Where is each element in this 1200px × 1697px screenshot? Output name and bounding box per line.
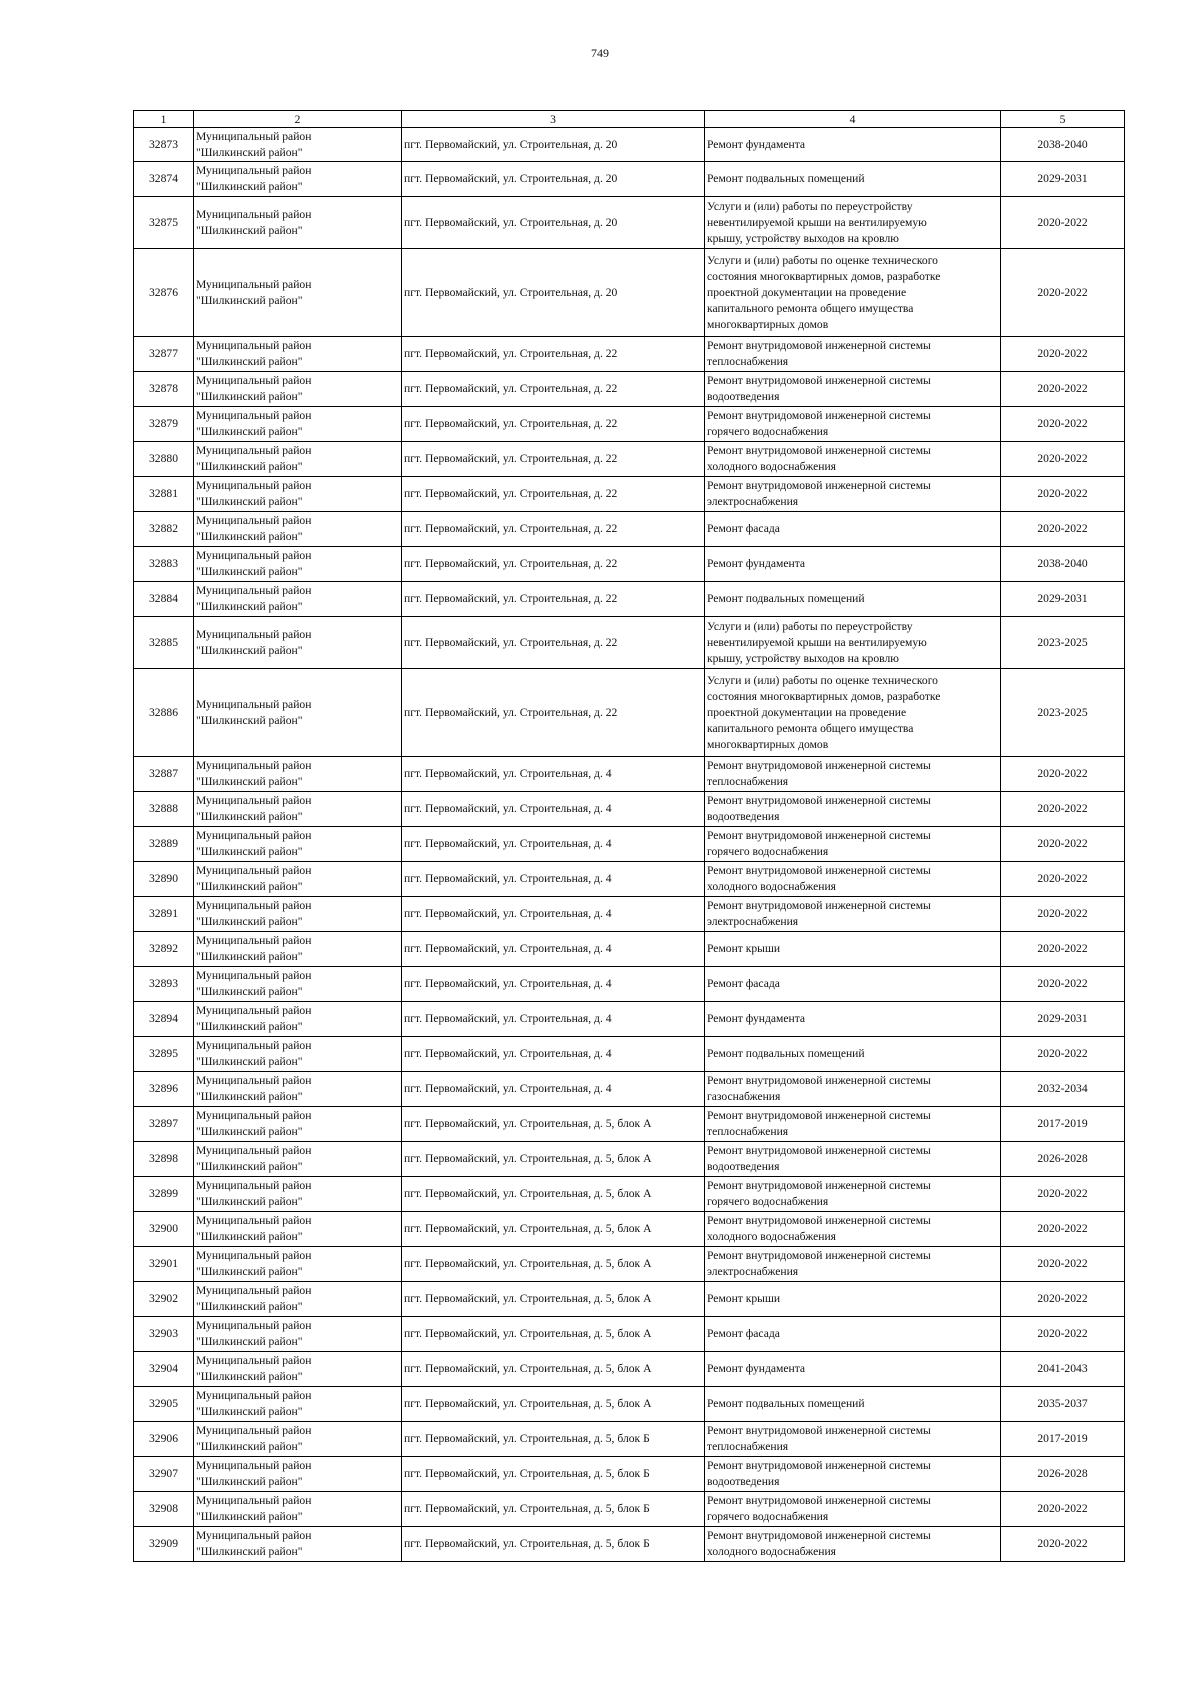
address-cell: пгт. Первомайский, ул. Строительная, д. 20	[402, 162, 705, 197]
row-number-cell: 32897	[134, 1107, 194, 1142]
table-row	[134, 1282, 1125, 1317]
work-type-cell: Ремонт фундамента	[705, 128, 1001, 162]
work-type-cell: Ремонт фасада	[705, 967, 1001, 1002]
municipality-cell: Муниципальный район "Шилкинский район"	[194, 1352, 402, 1387]
period-cell: 2020-2022	[1001, 1527, 1125, 1562]
row-number-cell: 32879	[134, 407, 194, 442]
period-cell: 2041-2043	[1001, 1352, 1125, 1387]
table-row	[134, 897, 1125, 932]
row-number-cell: 32900	[134, 1212, 194, 1247]
work-type-cell: Ремонт фундамента	[705, 1002, 1001, 1037]
row-number-cell: 32895	[134, 1037, 194, 1072]
municipality-cell: Муниципальный район "Шилкинский район"	[194, 1317, 402, 1352]
row-number-cell: 32887	[134, 757, 194, 792]
column-header: 3	[402, 111, 705, 128]
work-type-cell: Услуги и (или) работы по переустройству невентилируемой крыши на вентилируемую крышу, устройству выходов на кровлю	[705, 617, 1001, 669]
work-type-cell: Ремонт внутридомовой инженерной системы холодного водоснабжения	[705, 1212, 1001, 1247]
period-cell: 2023-2025	[1001, 617, 1125, 669]
address-cell: пгт. Первомайский, ул. Строительная, д. 20	[402, 197, 705, 249]
capital-repair-table	[133, 110, 1125, 1562]
column-header: 1	[134, 111, 194, 128]
work-type-cell: Ремонт крыши	[705, 1282, 1001, 1317]
work-type-cell: Ремонт внутридомовой инженерной системы теплоснабжения	[705, 1107, 1001, 1142]
work-type-cell: Ремонт подвальных помещений	[705, 582, 1001, 617]
municipality-cell: Муниципальный район "Шилкинский район"	[194, 1457, 402, 1492]
municipality-cell: Муниципальный район "Шилкинский район"	[194, 862, 402, 897]
address-cell: пгт. Первомайский, ул. Строительная, д. 5, блок А	[402, 1317, 705, 1352]
address-cell: пгт. Первомайский, ул. Строительная, д. 5, блок А	[402, 1142, 705, 1177]
work-type-cell: Ремонт внутридомовой инженерной системы теплоснабжения	[705, 1422, 1001, 1457]
period-cell: 2020-2022	[1001, 1177, 1125, 1212]
address-cell: пгт. Первомайский, ул. Строительная, д. 22	[402, 669, 705, 757]
table-row	[134, 372, 1125, 407]
municipality-cell: Муниципальный район "Шилкинский район"	[194, 582, 402, 617]
row-number-cell: 32875	[134, 197, 194, 249]
table-row	[134, 162, 1125, 197]
period-cell: 2038-2040	[1001, 547, 1125, 582]
municipality-cell: Муниципальный район "Шилкинский район"	[194, 162, 402, 197]
period-cell: 2020-2022	[1001, 792, 1125, 827]
municipality-cell: Муниципальный район "Шилкинский район"	[194, 967, 402, 1002]
work-type-cell: Ремонт крыши	[705, 932, 1001, 967]
table-row	[134, 512, 1125, 547]
municipality-cell: Муниципальный район "Шилкинский район"	[194, 827, 402, 862]
work-type-cell: Ремонт внутридомовой инженерной системы электроснабжения	[705, 1247, 1001, 1282]
municipality-cell: Муниципальный район "Шилкинский район"	[194, 1002, 402, 1037]
work-type-cell: Ремонт фасада	[705, 512, 1001, 547]
municipality-cell: Муниципальный район "Шилкинский район"	[194, 1177, 402, 1212]
table-row	[134, 827, 1125, 862]
period-cell: 2020-2022	[1001, 827, 1125, 862]
work-type-cell: Ремонт внутридомовой инженерной системы теплоснабжения	[705, 757, 1001, 792]
period-cell: 2020-2022	[1001, 932, 1125, 967]
address-cell: пгт. Первомайский, ул. Строительная, д. 22	[402, 337, 705, 372]
municipality-cell: Муниципальный район "Шилкинский район"	[194, 1212, 402, 1247]
municipality-cell: Муниципальный район "Шилкинский район"	[194, 617, 402, 669]
row-number-cell: 32906	[134, 1422, 194, 1457]
period-cell: 2038-2040	[1001, 128, 1125, 162]
work-type-cell: Ремонт внутридомовой инженерной системы водоотведения	[705, 1142, 1001, 1177]
municipality-cell: Муниципальный район "Шилкинский район"	[194, 1142, 402, 1177]
municipality-cell: Муниципальный район "Шилкинский район"	[194, 792, 402, 827]
table-row	[134, 1317, 1125, 1352]
row-number-cell: 32877	[134, 337, 194, 372]
period-cell: 2026-2028	[1001, 1142, 1125, 1177]
work-type-cell: Услуги и (или) работы по оценке технического состояния многоквартирных домов, разработке проектной документации на проведение капитального ремонта общего имущества многоквартирных домов	[705, 249, 1001, 337]
period-cell: 2020-2022	[1001, 197, 1125, 249]
table-row	[134, 1002, 1125, 1037]
table-row	[134, 337, 1125, 372]
work-type-cell: Ремонт внутридомовой инженерной системы холодного водоснабжения	[705, 862, 1001, 897]
table-row	[134, 1352, 1125, 1387]
row-number-cell: 32884	[134, 582, 194, 617]
municipality-cell: Муниципальный район "Шилкинский район"	[194, 442, 402, 477]
row-number-cell: 32883	[134, 547, 194, 582]
municipality-cell: Муниципальный район "Шилкинский район"	[194, 407, 402, 442]
work-type-cell: Ремонт внутридомовой инженерной системы водоотведения	[705, 372, 1001, 407]
period-cell: 2020-2022	[1001, 1037, 1125, 1072]
address-cell: пгт. Первомайский, ул. Строительная, д. 4	[402, 757, 705, 792]
work-type-cell: Ремонт внутридомовой инженерной системы водоотведения	[705, 1457, 1001, 1492]
address-cell: пгт. Первомайский, ул. Строительная, д. 5, блок А	[402, 1247, 705, 1282]
address-cell: пгт. Первомайский, ул. Строительная, д. 4	[402, 967, 705, 1002]
row-number-cell: 32904	[134, 1352, 194, 1387]
period-cell: 2020-2022	[1001, 512, 1125, 547]
row-number-cell: 32899	[134, 1177, 194, 1212]
table-row	[134, 1072, 1125, 1107]
period-cell: 2020-2022	[1001, 862, 1125, 897]
address-cell: пгт. Первомайский, ул. Строительная, д. 4	[402, 792, 705, 827]
address-cell: пгт. Первомайский, ул. Строительная, д. 5, блок А	[402, 1387, 705, 1422]
table-row	[134, 1037, 1125, 1072]
address-cell: пгт. Первомайский, ул. Строительная, д. 22	[402, 617, 705, 669]
address-cell: пгт. Первомайский, ул. Строительная, д. 22	[402, 477, 705, 512]
address-cell: пгт. Первомайский, ул. Строительная, д. 5, блок А	[402, 1107, 705, 1142]
address-cell: пгт. Первомайский, ул. Строительная, д. 22	[402, 547, 705, 582]
table-row	[134, 1142, 1125, 1177]
municipality-cell: Муниципальный район "Шилкинский район"	[194, 1282, 402, 1317]
work-type-cell: Ремонт фундамента	[705, 1352, 1001, 1387]
work-type-cell: Ремонт внутридомовой инженерной системы холодного водоснабжения	[705, 1527, 1001, 1562]
work-type-cell: Ремонт подвальных помещений	[705, 1037, 1001, 1072]
work-type-cell: Услуги и (или) работы по переустройству невентилируемой крыши на вентилируемую крышу, устройству выходов на кровлю	[705, 197, 1001, 249]
row-number-cell: 32881	[134, 477, 194, 512]
row-number-cell: 32894	[134, 1002, 194, 1037]
municipality-cell: Муниципальный район "Шилкинский район"	[194, 477, 402, 512]
header-row	[134, 111, 1125, 128]
table-row	[134, 932, 1125, 967]
address-cell: пгт. Первомайский, ул. Строительная, д. 22	[402, 442, 705, 477]
municipality-cell: Муниципальный район "Шилкинский район"	[194, 897, 402, 932]
table-row	[134, 547, 1125, 582]
address-cell: пгт. Первомайский, ул. Строительная, д. 20	[402, 128, 705, 162]
address-cell: пгт. Первомайский, ул. Строительная, д. 4	[402, 1072, 705, 1107]
address-cell: пгт. Первомайский, ул. Строительная, д. 22	[402, 512, 705, 547]
table-row	[134, 757, 1125, 792]
municipality-cell: Муниципальный район "Шилкинский район"	[194, 249, 402, 337]
municipality-cell: Муниципальный район "Шилкинский район"	[194, 337, 402, 372]
period-cell: 2020-2022	[1001, 897, 1125, 932]
table-row	[134, 669, 1125, 757]
period-cell: 2020-2022	[1001, 477, 1125, 512]
municipality-cell: Муниципальный район "Шилкинский район"	[194, 1422, 402, 1457]
municipality-cell: Муниципальный район "Шилкинский район"	[194, 128, 402, 162]
period-cell: 2020-2022	[1001, 337, 1125, 372]
municipality-cell: Муниципальный район "Шилкинский район"	[194, 1527, 402, 1562]
address-cell: пгт. Первомайский, ул. Строительная, д. 5, блок А	[402, 1282, 705, 1317]
row-number-cell: 32902	[134, 1282, 194, 1317]
row-number-cell: 32880	[134, 442, 194, 477]
row-number-cell: 32909	[134, 1527, 194, 1562]
row-number-cell: 32888	[134, 792, 194, 827]
work-type-cell: Ремонт внутридомовой инженерной системы холодного водоснабжения	[705, 442, 1001, 477]
table-row	[134, 1527, 1125, 1562]
row-number-cell: 32891	[134, 897, 194, 932]
address-cell: пгт. Первомайский, ул. Строительная, д. 5, блок Б	[402, 1422, 705, 1457]
municipality-cell: Муниципальный район "Шилкинский район"	[194, 1107, 402, 1142]
period-cell: 2035-2037	[1001, 1387, 1125, 1422]
table-row	[134, 967, 1125, 1002]
table-row	[134, 249, 1125, 337]
municipality-cell: Муниципальный район "Шилкинский район"	[194, 1492, 402, 1527]
work-type-cell: Ремонт внутридомовой инженерной системы горячего водоснабжения	[705, 407, 1001, 442]
address-cell: пгт. Первомайский, ул. Строительная, д. 20	[402, 249, 705, 337]
municipality-cell: Муниципальный район "Шилкинский район"	[194, 669, 402, 757]
column-header: 4	[705, 111, 1001, 128]
row-number-cell: 32905	[134, 1387, 194, 1422]
municipality-cell: Муниципальный район "Шилкинский район"	[194, 197, 402, 249]
period-cell: 2026-2028	[1001, 1457, 1125, 1492]
address-cell: пгт. Первомайский, ул. Строительная, д. 5, блок А	[402, 1177, 705, 1212]
row-number-cell: 32907	[134, 1457, 194, 1492]
row-number-cell: 32901	[134, 1247, 194, 1282]
table-row	[134, 617, 1125, 669]
table-row	[134, 477, 1125, 512]
municipality-cell: Муниципальный район "Шилкинский район"	[194, 757, 402, 792]
table-row	[134, 1422, 1125, 1457]
row-number-cell: 32898	[134, 1142, 194, 1177]
address-cell: пгт. Первомайский, ул. Строительная, д. 4	[402, 932, 705, 967]
work-type-cell: Ремонт фундамента	[705, 547, 1001, 582]
table-row	[134, 128, 1125, 162]
period-cell: 2032-2034	[1001, 1072, 1125, 1107]
work-type-cell: Ремонт внутридомовой инженерной системы горячего водоснабжения	[705, 1492, 1001, 1527]
table-row	[134, 1457, 1125, 1492]
row-number-cell: 32908	[134, 1492, 194, 1527]
period-cell: 2020-2022	[1001, 442, 1125, 477]
municipality-cell: Муниципальный район "Шилкинский район"	[194, 547, 402, 582]
municipality-cell: Муниципальный район "Шилкинский район"	[194, 932, 402, 967]
row-number-cell: 32890	[134, 862, 194, 897]
address-cell: пгт. Первомайский, ул. Строительная, д. 4	[402, 862, 705, 897]
municipality-cell: Муниципальный район "Шилкинский район"	[194, 512, 402, 547]
period-cell: 2020-2022	[1001, 1492, 1125, 1527]
address-cell: пгт. Первомайский, ул. Строительная, д. 4	[402, 897, 705, 932]
table-row	[134, 442, 1125, 477]
municipality-cell: Муниципальный район "Шилкинский район"	[194, 1387, 402, 1422]
address-cell: пгт. Первомайский, ул. Строительная, д. 5, блок Б	[402, 1527, 705, 1562]
table-row	[134, 1177, 1125, 1212]
address-cell: пгт. Первомайский, ул. Строительная, д. 5, блок А	[402, 1212, 705, 1247]
table-row	[134, 1107, 1125, 1142]
work-type-cell: Ремонт подвальных помещений	[705, 1387, 1001, 1422]
work-type-cell: Ремонт подвальных помещений	[705, 162, 1001, 197]
address-cell: пгт. Первомайский, ул. Строительная, д. 4	[402, 1002, 705, 1037]
row-number-cell: 32892	[134, 932, 194, 967]
table-row	[134, 407, 1125, 442]
municipality-cell: Муниципальный район "Шилкинский район"	[194, 1072, 402, 1107]
period-cell: 2020-2022	[1001, 407, 1125, 442]
table-row	[134, 792, 1125, 827]
row-number-cell: 32874	[134, 162, 194, 197]
work-type-cell: Ремонт внутридомовой инженерной системы теплоснабжения	[705, 337, 1001, 372]
table-row	[134, 197, 1125, 249]
row-number-cell: 32886	[134, 669, 194, 757]
table-row	[134, 582, 1125, 617]
work-type-cell: Услуги и (или) работы по оценке технического состояния многоквартирных домов, разработке проектной документации на проведение капитального ремонта общего имущества многоквартирных домов	[705, 669, 1001, 757]
table-row	[134, 862, 1125, 897]
period-cell: 2029-2031	[1001, 1002, 1125, 1037]
period-cell: 2020-2022	[1001, 1317, 1125, 1352]
work-type-cell: Ремонт внутридомовой инженерной системы водоотведения	[705, 792, 1001, 827]
address-cell: пгт. Первомайский, ул. Строительная, д. 5, блок Б	[402, 1457, 705, 1492]
row-number-cell: 32873	[134, 128, 194, 162]
period-cell: 2017-2019	[1001, 1422, 1125, 1457]
period-cell: 2020-2022	[1001, 757, 1125, 792]
address-cell: пгт. Первомайский, ул. Строительная, д. 5, блок Б	[402, 1492, 705, 1527]
address-cell: пгт. Первомайский, ул. Строительная, д. 22	[402, 407, 705, 442]
period-cell: 2020-2022	[1001, 967, 1125, 1002]
work-type-cell: Ремонт фасада	[705, 1317, 1001, 1352]
column-header: 5	[1001, 111, 1125, 128]
table-row	[134, 1247, 1125, 1282]
municipality-cell: Муниципальный район "Шилкинский район"	[194, 372, 402, 407]
municipality-cell: Муниципальный район "Шилкинский район"	[194, 1037, 402, 1072]
period-cell: 2029-2031	[1001, 582, 1125, 617]
page-number: 749	[591, 46, 609, 60]
period-cell: 2020-2022	[1001, 1247, 1125, 1282]
period-cell: 2023-2025	[1001, 669, 1125, 757]
row-number-cell: 32896	[134, 1072, 194, 1107]
row-number-cell: 32882	[134, 512, 194, 547]
period-cell: 2020-2022	[1001, 249, 1125, 337]
address-cell: пгт. Первомайский, ул. Строительная, д. 5, блок А	[402, 1352, 705, 1387]
row-number-cell: 32893	[134, 967, 194, 1002]
row-number-cell: 32876	[134, 249, 194, 337]
row-number-cell: 32878	[134, 372, 194, 407]
address-cell: пгт. Первомайский, ул. Строительная, д. 4	[402, 1037, 705, 1072]
period-cell: 2020-2022	[1001, 1212, 1125, 1247]
municipality-cell: Муниципальный район "Шилкинский район"	[194, 1247, 402, 1282]
work-type-cell: Ремонт внутридомовой инженерной системы газоснабжения	[705, 1072, 1001, 1107]
row-number-cell: 32885	[134, 617, 194, 669]
period-cell: 2017-2019	[1001, 1107, 1125, 1142]
work-type-cell: Ремонт внутридомовой инженерной системы электроснабжения	[705, 897, 1001, 932]
work-type-cell: Ремонт внутридомовой инженерной системы горячего водоснабжения	[705, 827, 1001, 862]
table-row	[134, 1387, 1125, 1422]
table-row	[134, 1212, 1125, 1247]
table-body	[134, 128, 1125, 1562]
address-cell: пгт. Первомайский, ул. Строительная, д. 22	[402, 582, 705, 617]
work-type-cell: Ремонт внутридомовой инженерной системы горячего водоснабжения	[705, 1177, 1001, 1212]
row-number-cell: 32903	[134, 1317, 194, 1352]
row-number-cell: 32889	[134, 827, 194, 862]
work-type-cell: Ремонт внутридомовой инженерной системы электроснабжения	[705, 477, 1001, 512]
table-row	[134, 1492, 1125, 1527]
column-header: 2	[194, 111, 402, 128]
period-cell: 2020-2022	[1001, 1282, 1125, 1317]
period-cell: 2020-2022	[1001, 372, 1125, 407]
period-cell: 2029-2031	[1001, 162, 1125, 197]
address-cell: пгт. Первомайский, ул. Строительная, д. 4	[402, 827, 705, 862]
address-cell: пгт. Первомайский, ул. Строительная, д. 22	[402, 372, 705, 407]
